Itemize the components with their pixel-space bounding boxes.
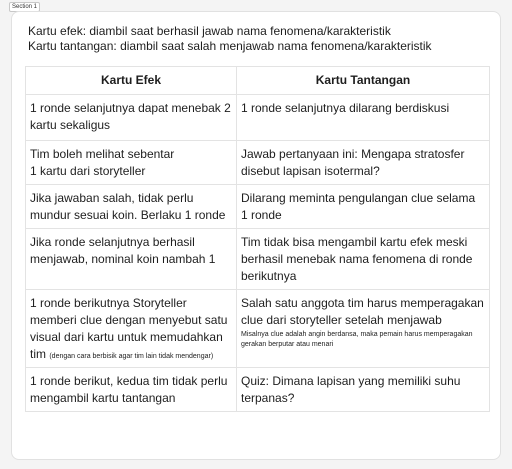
effect-line-1: Tim boleh melihat sebentar: [30, 147, 175, 161]
header-effect-card: Kartu Efek: [26, 67, 237, 95]
effect-text: 1 ronde berikutnya Storyteller memberi clue dengan menyebut satu visual dari kartu untuk memudahkan tim: [30, 296, 228, 361]
table-row: [26, 229, 490, 290]
table-row: [26, 141, 490, 185]
challenge-note: Misalnya clue adalah angin berdansa, maka pemain harus memperagakan gerakan berputar atau menari: [241, 331, 473, 348]
table-row: [26, 290, 490, 368]
effect-cell: 1 ronde berikut, kedua tim tidak perlu mengambil kartu tantangan: [26, 368, 237, 412]
effect-cell: Jika jawaban salah, tidak perlu mundur sesuai koin. Berlaku 1 ronde: [26, 185, 237, 229]
table-row: [26, 95, 490, 141]
challenge-text: Salah satu anggota tim harus memperagakan clue dari storyteller setelah menjawab: [241, 296, 484, 327]
table-header-row: [26, 67, 490, 95]
header-challenge-card: Kartu Tantangan: [237, 67, 490, 95]
challenge-cell: [237, 290, 490, 368]
intro-text: [28, 24, 432, 54]
challenge-cell: Jawab pertanyaan ini: Mengapa stratosfer disebut lapisan isotermal?: [237, 141, 490, 185]
effect-cell: Jika ronde selanjutnya berhasil menjawab, nominal koin nambah 1: [26, 229, 237, 290]
table-row: [26, 368, 490, 412]
effect-cell: [26, 290, 237, 368]
table-row: [26, 185, 490, 229]
effect-cell: 1 ronde selanjutnya dapat menebak 2 kartu sekaligus: [26, 95, 237, 141]
intro-line-challenge: Kartu tantangan: diambil saat salah menjawab nama fenomena/karakteristik: [28, 39, 432, 53]
challenge-cell: Tim tidak bisa mengambil kartu efek meski berhasil menebak nama fenomena di ronde berikutnya: [237, 229, 490, 290]
effect-note: (dengan cara berbisik agar tim lain tidak mendengar): [49, 353, 214, 360]
challenge-cell: Quiz: Dimana lapisan yang memiliki suhu terpanas?: [237, 368, 490, 412]
card-table: [25, 66, 490, 412]
effect-cell: [26, 141, 237, 185]
effect-line-2: 1 kartu dari storyteller: [30, 164, 146, 178]
challenge-cell: 1 ronde selanjutnya dilarang berdiskusi: [237, 95, 490, 141]
section-label: Section 1: [9, 2, 40, 12]
intro-line-effect: Kartu efek: diambil saat berhasil jawab nama fenomena/karakteristik: [28, 24, 391, 38]
challenge-cell: Dilarang meminta pengulangan clue selama 1 ronde: [237, 185, 490, 229]
